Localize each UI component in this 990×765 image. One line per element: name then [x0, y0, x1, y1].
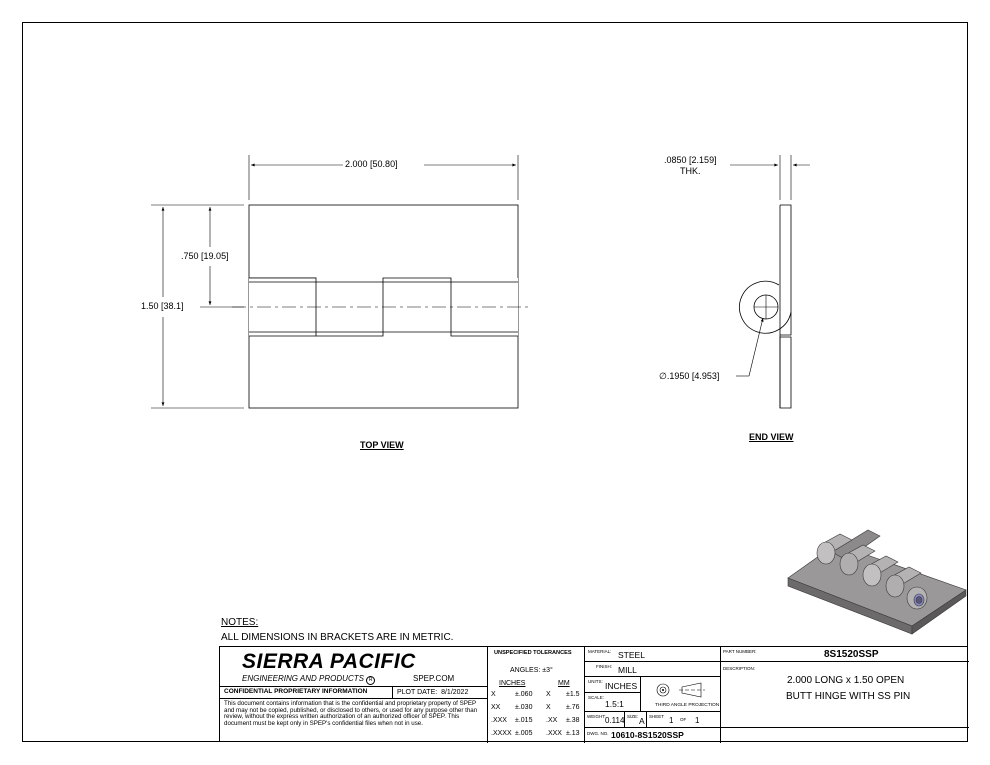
end-view-geometry — [739, 205, 791, 408]
dim-half-width-mm: 19.05 — [203, 251, 227, 261]
dim-width: 1.50 [38.1] — [141, 301, 184, 311]
end-view-label: END VIEW — [749, 432, 794, 442]
dim-length: 2.000 [50.80] — [345, 159, 398, 169]
dim-pin-diameter: ∅.1950 [4.953] — [659, 371, 720, 381]
dim-half-width: .750 [19.05] — [181, 251, 229, 261]
dim-pin-diameter-mm: 4.953 — [694, 371, 717, 381]
dwg-no-value: 10610-8S1520SSP — [611, 730, 684, 740]
notes-line: ALL DIMENSIONS IN BRACKETS ARE IN METRIC. — [221, 632, 454, 643]
sheet-cell — [647, 712, 721, 728]
material-cell — [585, 647, 721, 662]
dim-half-width-value: .750 — [181, 251, 199, 261]
tolerances-mm-header: MM — [558, 680, 570, 687]
projection-cell — [641, 677, 721, 712]
dim-thickness-value: .0850 — [664, 155, 687, 165]
company-subtitle-text: ENGINEERING AND PRODUCTS — [242, 674, 364, 683]
dim-width-value: 1.50 — [141, 301, 159, 311]
tolerances-title: UNSPECIFIED TOLERANCES — [494, 650, 572, 656]
dim-length-mm: 50.80 — [372, 159, 396, 169]
end-view-dimensions — [730, 155, 810, 376]
scale-label: SCALE: — [588, 695, 605, 700]
dwg-no-cell — [585, 728, 721, 743]
finish-value: MILL — [618, 665, 637, 675]
units-cell — [585, 677, 641, 693]
tol-row-0-mm-fmt: X — [546, 691, 551, 698]
dim-thickness-mm: 2.159 — [691, 155, 715, 165]
confidential-text: This document contains information that is the confidential and proprietary property of SPEP and may not be copied, published, or disclosed to others, or used for any purpose other than review, without the express written authorization of an authorized officer of SPEP. This document must be kept only in SPEP's confidential files when not in use. — [224, 700, 478, 727]
projection-label: THIRD ANGLE PROJECTION — [655, 703, 720, 708]
tol-row-2-mm-fmt: .XX — [546, 717, 558, 724]
tol-row-0-in-fmt: X — [491, 691, 496, 698]
material-label: MATERIAL: — [588, 649, 612, 654]
notes — [221, 617, 453, 643]
tol-row-1-in-fmt: XX — [491, 704, 501, 711]
tol-row-3-in-tol: ±.005 — [515, 730, 533, 737]
part-number-cell — [721, 647, 969, 662]
part-number-value: 8S1520SSP — [824, 649, 879, 660]
company-cell — [220, 647, 488, 687]
scale-cell — [585, 693, 641, 712]
top-view-geometry — [232, 205, 532, 408]
isometric-hinge-image — [788, 530, 966, 634]
tol-row-1-mm-tol: ±.76 — [566, 704, 580, 711]
weight-value: 0.114 — [605, 716, 625, 725]
finish-label: FINISH: — [596, 664, 613, 669]
sheet-of-label: OF — [680, 717, 687, 722]
company-subtitle — [242, 675, 375, 685]
description-line1: 2.000 LONG x 1.50 OPEN — [787, 675, 905, 686]
company-name: SIERRA PACIFIC — [242, 650, 416, 673]
confidential-title-cell — [220, 687, 393, 699]
tol-row-2-mm-tol: ±.38 — [566, 717, 580, 724]
tol-row-2-in-tol: ±.015 — [515, 717, 533, 724]
third-angle-projection-icon — [641, 677, 721, 701]
tol-row-1-in-tol: ±.030 — [515, 704, 533, 711]
tol-row-3-mm-fmt: .XXX — [546, 730, 562, 737]
dwg-no-label: DWG. NO. — [587, 731, 609, 736]
size-value: A — [639, 716, 645, 726]
dim-length-value: 2.000 — [345, 159, 368, 169]
tol-row-3-mm-tol: ±.13 — [566, 730, 580, 737]
size-label: SIZE: — [627, 714, 639, 719]
title-block — [219, 646, 968, 742]
units-label: UNITS: — [588, 679, 603, 684]
tolerances-inches-header: INCHES — [499, 680, 526, 687]
part-number-label: PART NUMBER: — [723, 649, 757, 654]
plot-date-cell — [393, 687, 488, 699]
scale-value: 1.5:1 — [605, 699, 624, 709]
confidential-title: CONFIDENTIAL PROPRIETARY INFORMATION — [224, 688, 368, 695]
plot-date-label: PLOT DATE: — [397, 689, 438, 696]
weight-label: WEIGHT: — [587, 714, 606, 719]
tol-row-0-mm-tol: ±1.5 — [566, 691, 580, 698]
finish-cell — [585, 662, 721, 677]
tolerances-cell — [488, 647, 585, 743]
tol-row-2-in-fmt: .XXX — [491, 717, 507, 724]
description-cell — [721, 662, 969, 728]
tolerances-angles: ANGLES: ±3° — [510, 667, 553, 674]
tol-row-3-in-fmt: .XXXX — [491, 730, 512, 737]
sheet-value: 1 — [669, 716, 674, 725]
dim-thickness: .0850 [2.159] — [664, 155, 717, 165]
description-line2: BUTT HINGE WITH SS PIN — [786, 691, 911, 702]
size-cell — [625, 712, 647, 728]
dim-thickness-suffix: THK. — [680, 166, 701, 176]
dim-width-mm: 38.1 — [163, 301, 182, 311]
website: SPEP.COM — [413, 674, 455, 683]
material-value: STEEL — [618, 650, 645, 660]
sheet-label: SHEET — [649, 714, 665, 719]
plot-date-value: 8/1/2022 — [441, 689, 469, 696]
confidential-text-cell — [220, 699, 488, 743]
weight-cell — [585, 712, 625, 728]
description-label: DESCRIPTION: — [723, 666, 756, 671]
sheet-total: 1 — [695, 716, 700, 725]
plot-date — [397, 689, 468, 696]
top-view-label: TOP VIEW — [360, 440, 404, 450]
units-value: INCHES — [605, 681, 638, 691]
notes-heading: NOTES: — [221, 617, 259, 628]
dim-pin-diameter-value: ∅.1950 — [659, 371, 690, 381]
tol-row-1-mm-fmt: X — [546, 704, 551, 711]
tol-row-0-in-tol: ±.060 — [515, 691, 533, 698]
registered-mark-icon: R — [366, 676, 375, 685]
